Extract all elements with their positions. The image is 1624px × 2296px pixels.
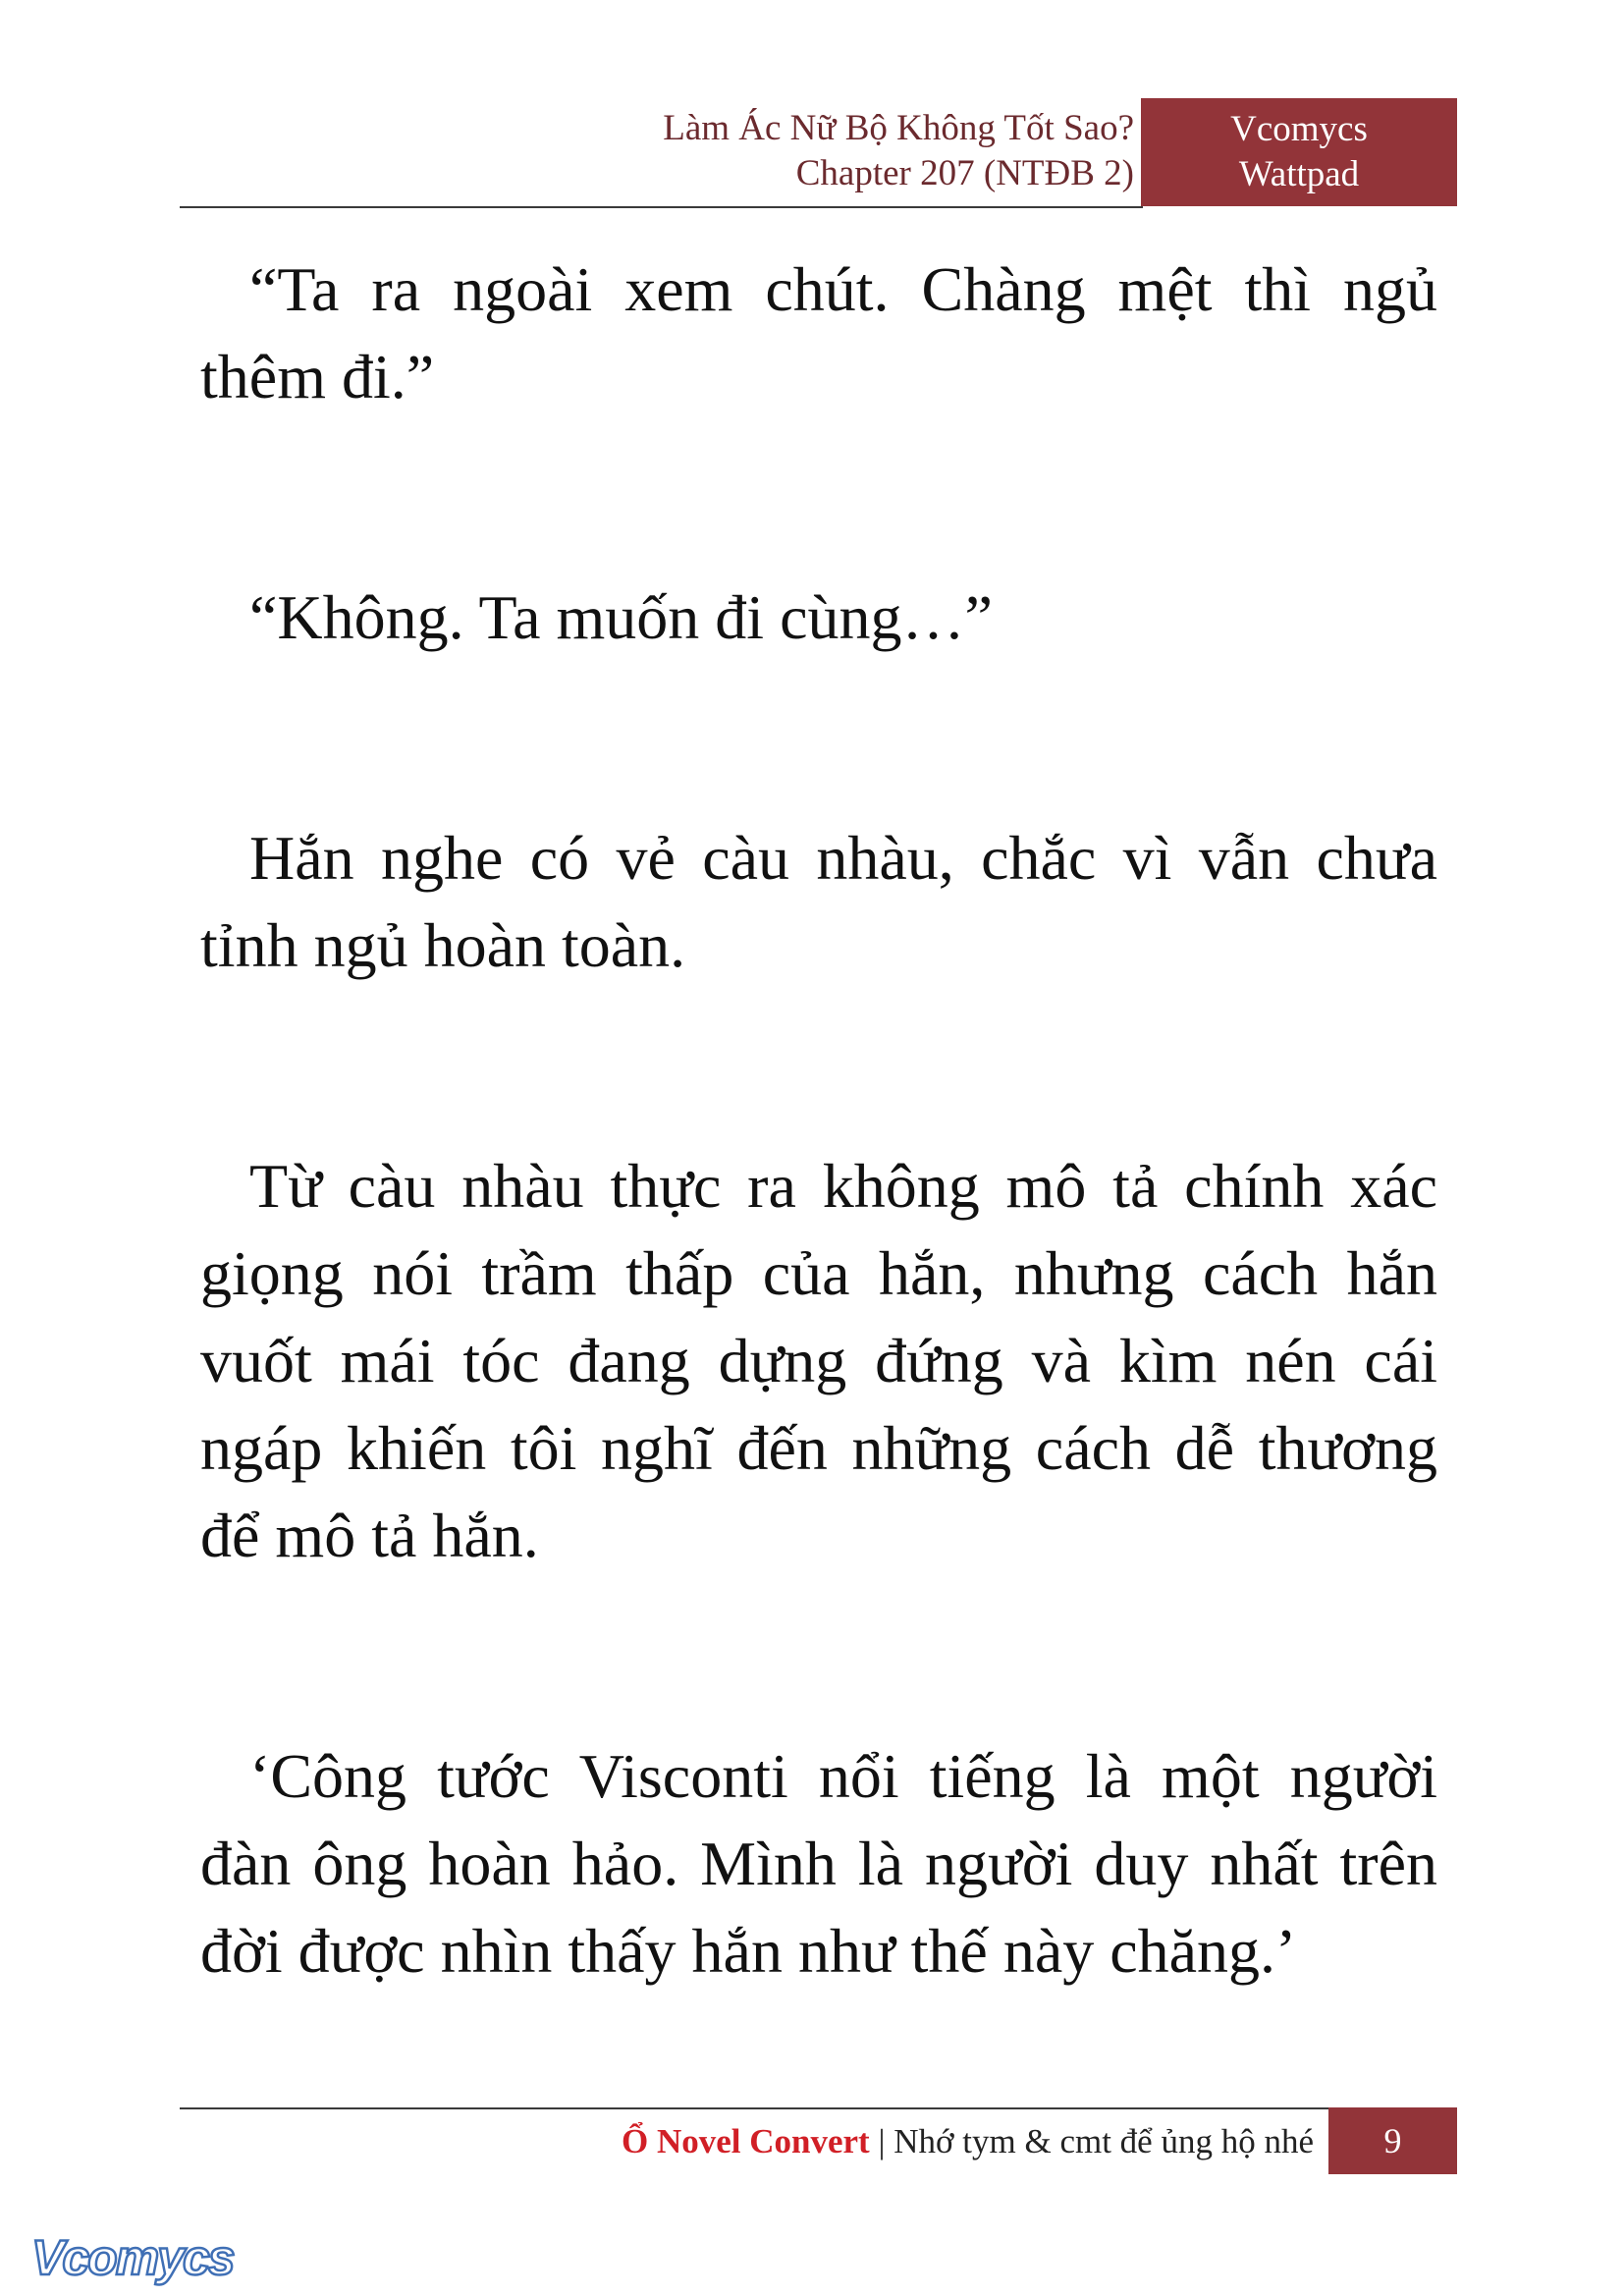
paragraph: Hắn nghe có vẻ càu nhàu, chắc vì vẫn chưa tỉnh ngủ hoàn toàn.: [200, 823, 1437, 980]
svg-text:Vcomycs: Vcomycs: [31, 2230, 234, 2285]
chapter-body: [200, 246, 1437, 1995]
chapter-title: Chapter 207 (NTĐB 2): [795, 153, 1134, 193]
badge-line-1: Vcomycs: [1230, 109, 1368, 149]
header-titles: [663, 106, 1134, 196]
page-number: 9: [1328, 2107, 1457, 2174]
book-title: Làm Ác Nữ Bộ Không Tốt Sao?: [663, 108, 1134, 148]
paragraph: “Ta ra ngoài xem chút. Chàng mệt thì ngủ thêm đi.”: [200, 254, 1437, 411]
paragraph: Từ càu nhàu thực ra không mô tả chính xác giọng nói trầm thấp của hắn, nhưng cách hắn vuốt mái tóc đang dựng đứng và kìm nén cái ngáp khiến tôi nghĩ đến những cách dễ thương để mô tả hắn.: [200, 1151, 1437, 1570]
paragraph: ‘Công tước Visconti nổi tiếng là một người đàn ông hoàn hảo. Mình là người duy nhất trên đời được nhìn thấy hắn như thế này chăng.’: [200, 1741, 1437, 1986]
vcomycs-logo: [27, 2227, 253, 2290]
footer-text: [622, 2109, 1314, 2174]
footer-brand: Ổ Novel Convert: [621, 2122, 870, 2160]
header-badge: [1141, 98, 1457, 206]
header-rule: [180, 206, 1143, 208]
footer-note: Nhớ tym & cmt để ủng hộ nhé: [893, 2122, 1314, 2160]
paragraph: “Không. Ta muốn đi cùng…”: [249, 582, 993, 652]
badge-line-2: Wattpad: [1238, 154, 1360, 194]
footer-separator: |: [878, 2122, 886, 2160]
